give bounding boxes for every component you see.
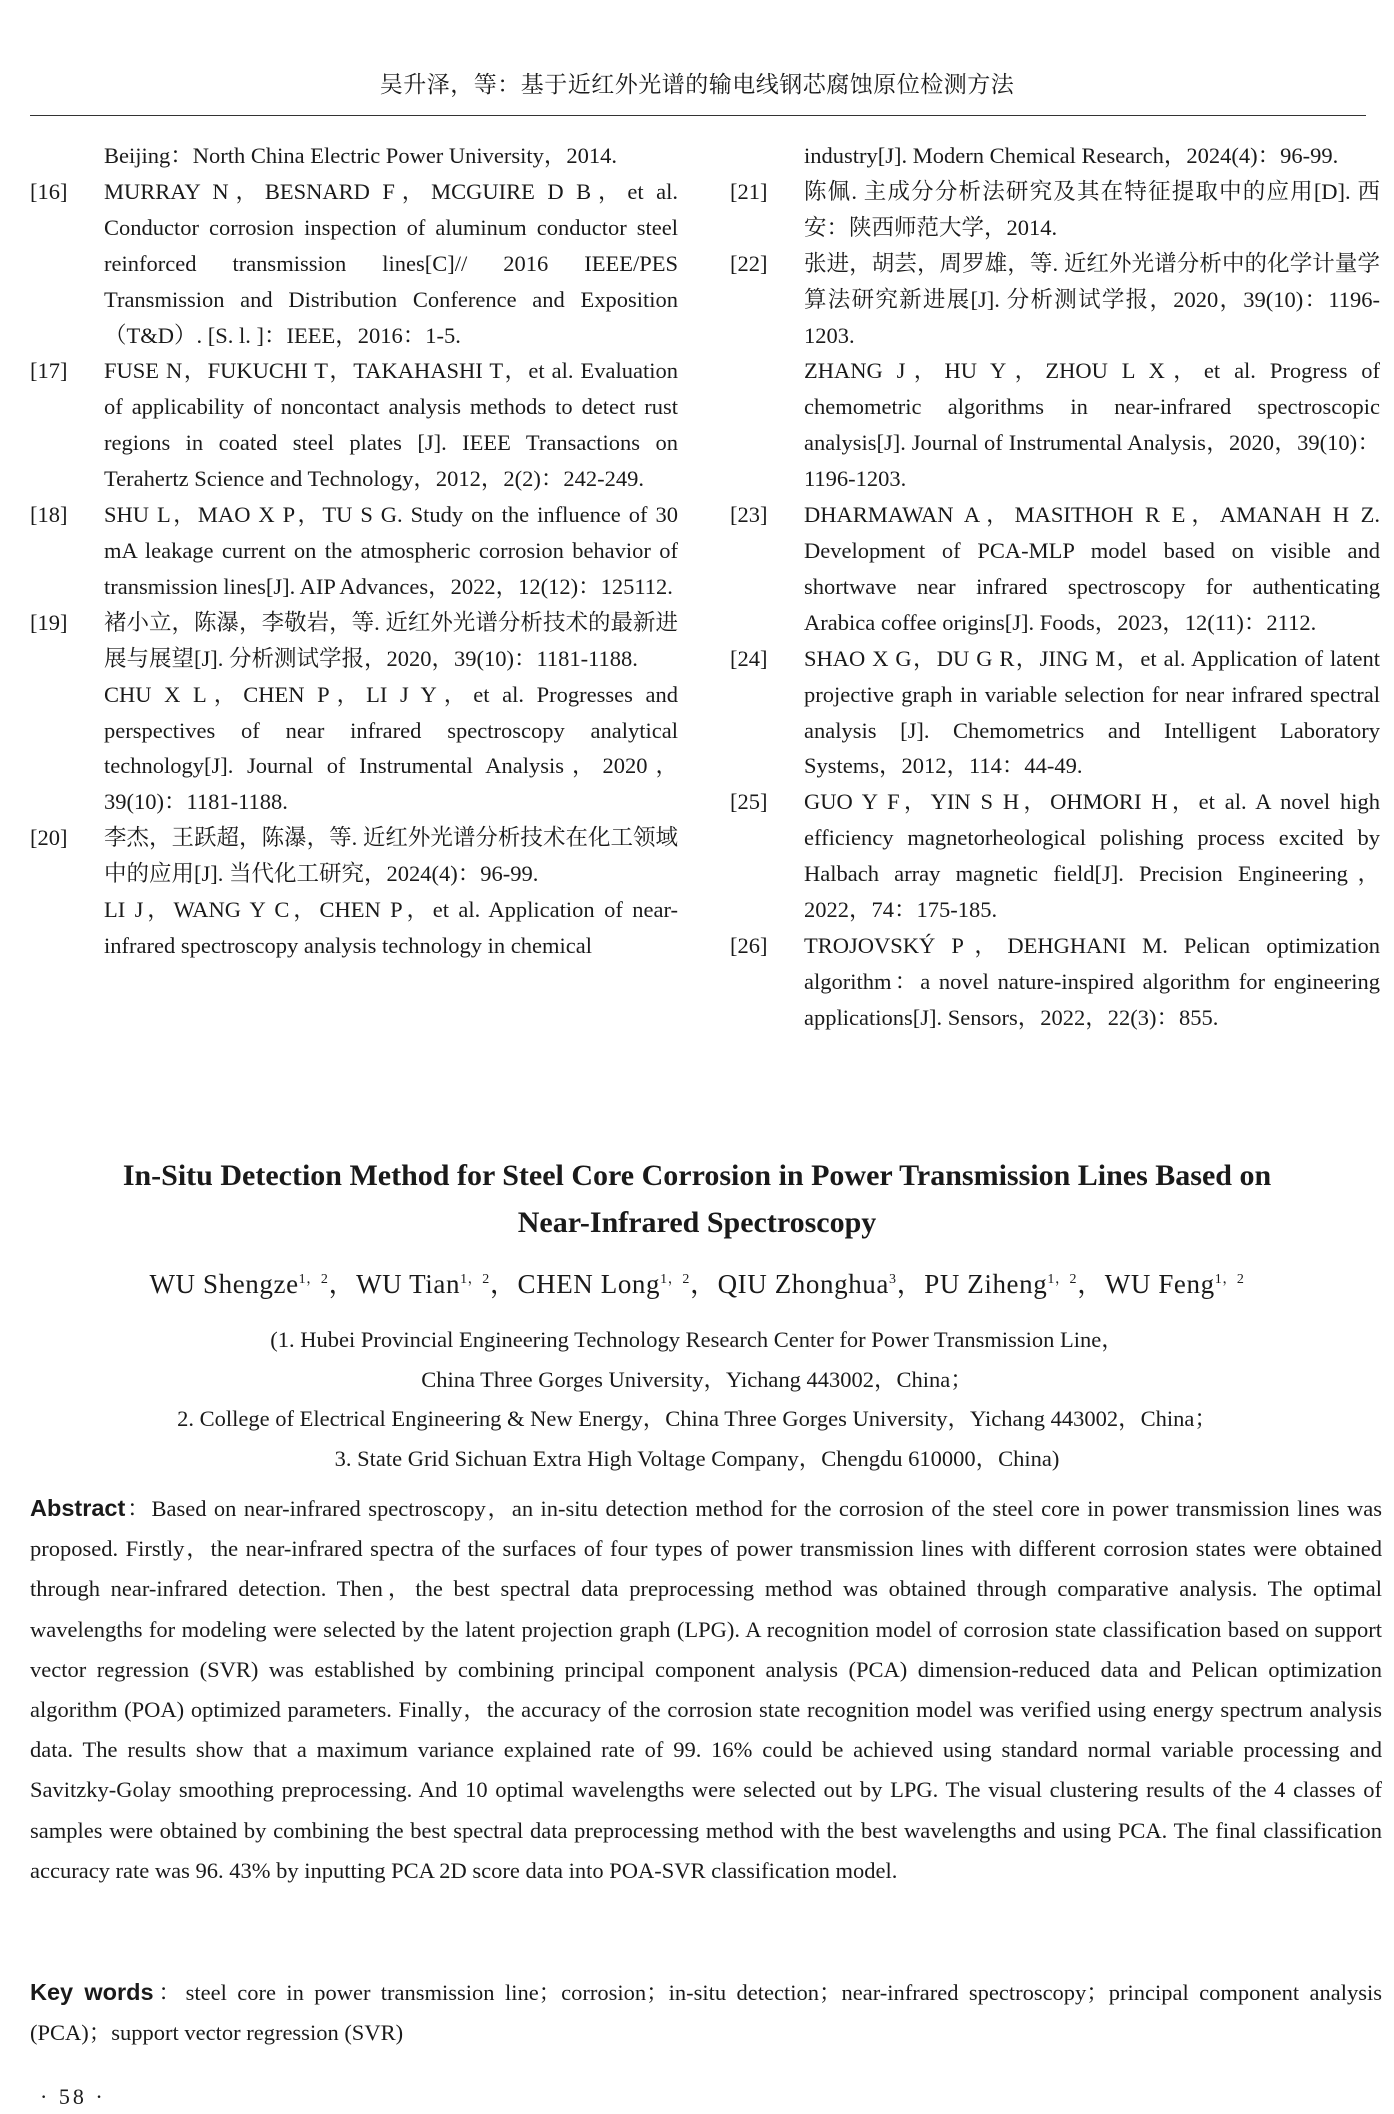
references-left-column bbox=[30, 138, 678, 964]
english-title-line: In-Situ Detection Method for Steel Core Corrosion in Power Transmission Lines Based on bbox=[122, 1159, 1272, 1192]
reference-text: 张进，胡芸，周罗雄，等. 近红外光谱分析中的化学计量学算法研究新进展[J]. 分析测试学报，2020，39(10)：1196-1203. bbox=[804, 250, 1380, 348]
author bbox=[718, 1269, 897, 1299]
page-number: · 58 · bbox=[40, 2084, 106, 2109]
reference-number: [21] bbox=[730, 178, 768, 204]
author bbox=[356, 1269, 490, 1299]
reference-number: [26] bbox=[730, 932, 768, 958]
author-list bbox=[0, 1262, 1394, 1301]
affiliation-line: 2. College of Electrical Engineering & New Energy，China Three Gorges University，Yichang 443002，China； bbox=[177, 1406, 1217, 1431]
author bbox=[1105, 1269, 1245, 1299]
abstract bbox=[30, 1488, 1382, 1891]
author bbox=[924, 1269, 1077, 1299]
affiliation-line: (1. Hubei Provincial Engineering Technology Research Center for Power Transmission Line， bbox=[270, 1327, 1124, 1352]
reference-item bbox=[30, 820, 678, 964]
reference-number: [20] bbox=[30, 825, 68, 851]
author-separator: ， bbox=[328, 1269, 357, 1299]
reference-number: [18] bbox=[30, 502, 68, 528]
author-name: PU Ziheng bbox=[924, 1269, 1048, 1299]
affiliation-line: China Three Gorges University，Yichang 443002，China； bbox=[421, 1366, 973, 1392]
author bbox=[517, 1269, 689, 1299]
reference-text: DHARMAWAN A，MASITHOH R E，AMANAH H Z. Development of PCA-MLP model based on visible and shortwave near infrared spectroscopy for authenticating Arabica coffee origins[J]. Foods，2023，12(11)：2112. bbox=[804, 502, 1380, 635]
author-affiliation-mark: 1，2 bbox=[460, 1272, 490, 1287]
affiliations bbox=[0, 1320, 1394, 1478]
reference-text: SHAO X G，DU G R，JING M，et al. Application of latent projective graph in variable selection for near infrared spectral analysis [J]. Chemometrics and Intelligent Laboratory Systems，2012，114：44-49. bbox=[804, 645, 1380, 779]
reference-text: TROJOVSKÝ P，DEHGHANI M. Pelican optimization algorithm：a novel nature-inspired algorithm for engineering applications[J]. Sensors，2022，22(3)：855. bbox=[804, 932, 1380, 1030]
reference-number: [25] bbox=[730, 789, 768, 815]
reference-text: GUO Y F，YIN S H，OHMORI H，et al. A novel high efficiency magnetorheological polishing process excited by Halbach array magnetic field[J]. Precision Engineering，2022，74：175-185. bbox=[804, 789, 1380, 923]
reference-text: Beijing：North China Electric Power University，2014. bbox=[104, 143, 618, 168]
reference-item bbox=[730, 641, 1380, 785]
author-separator: ， bbox=[896, 1269, 925, 1299]
keywords bbox=[30, 1972, 1382, 2053]
keywords-text: ：steel core in power transmission line；corrosion；in-situ detection；near-infrared spectroscopy；principal component analysis (PCA)；support vector regression (SVR) bbox=[30, 1980, 1382, 2045]
reference-item bbox=[730, 174, 1380, 246]
author-name: WU Feng bbox=[1104, 1269, 1215, 1299]
reference-item bbox=[730, 497, 1380, 641]
reference-item bbox=[30, 605, 678, 820]
reference-item bbox=[730, 138, 1380, 174]
reference-text: 陈佩. 主成分分析法研究及其在特征提取中的应用[D]. 西安：陕西师范大学，2014. bbox=[804, 178, 1380, 240]
reference-text: 褚小立，陈瀑，李敬岩，等. 近红外光谱分析技术的最新进展与展望[J]. 分析测试学报，2020，39(10)：1181-1188. bbox=[104, 609, 678, 671]
author-name: WU Shengze bbox=[149, 1269, 299, 1299]
reference-text: 李杰，王跃超，陈瀑，等. 近红外光谱分析技术在化工领域中的应用[J]. 当代化工研究，2024(4)：96-99. bbox=[104, 825, 678, 887]
reference-item bbox=[30, 353, 678, 497]
reference-number: [17] bbox=[30, 358, 68, 384]
reference-english-translation: ZHANG J，HU Y，ZHOU L X，et al. Progress of chemometric algorithms in near-infrared spectroscopic analysis[J]. Journal of Instrumental Analysis，2020，39(10)：1196-1203. bbox=[804, 358, 1380, 492]
reference-text: industry[J]. Modern Chemical Research，2024(4)：96-99. bbox=[804, 143, 1339, 168]
reference-number: [19] bbox=[30, 609, 68, 635]
author-affiliation-mark: 3 bbox=[888, 1272, 897, 1287]
reference-item bbox=[30, 174, 678, 354]
author-affiliation-mark: 1，2 bbox=[298, 1272, 329, 1287]
author-name: QIU Zhonghua bbox=[717, 1269, 889, 1299]
reference-number: [23] bbox=[730, 502, 768, 528]
reference-item bbox=[30, 138, 678, 174]
reference-item bbox=[730, 928, 1380, 1036]
references-right-column bbox=[730, 138, 1380, 1036]
reference-english-translation: LI J，WANG Y C，CHEN P，et al. Application of near-infrared spectroscopy analysis technology in chemical bbox=[104, 897, 678, 958]
reference-text: SHU L，MAO X P，TU S G. Study on the influence of 30 mA leakage current on the atmospheric corrosion behavior of transmission lines[J]. AIP Advances，2022，12(12)：125112. bbox=[104, 502, 678, 599]
running-title: 吴升泽，等：基于近红外光谱的输电线钢芯腐蚀原位检测方法 bbox=[379, 72, 1015, 97]
author-affiliation-mark: 1，2 bbox=[660, 1272, 690, 1287]
reference-number: [24] bbox=[730, 645, 768, 671]
author-affiliation-mark: 1，2 bbox=[1047, 1272, 1078, 1287]
affiliation-line: 3. State Grid Sichuan Extra High Voltage Company，Chengdu 610000，China) bbox=[334, 1445, 1060, 1471]
author bbox=[149, 1269, 328, 1299]
reference-text: MURRAY N，BESNARD F，MCGUIRE D B，et al. Conductor corrosion inspection of aluminum conductor steel reinforced transmission lines[C]// 2016 IEEE/PES Transmission and Distribution Conference and Exposition（T&D）. [S. l. ]：IEEE，2016：1-5. bbox=[104, 178, 678, 348]
reference-text: FUSE N，FUKUCHI T，TAKAHASHI T，et al. Evaluation of applicability of noncontact analysis methods to detect rust regions in coated steel plates [J]. IEEE Transactions on Terahertz Science and Technology，2012，2(2)：242-249. bbox=[104, 358, 678, 492]
author-separator: ， bbox=[689, 1269, 718, 1299]
reference-english-translation: CHU X L，CHEN P，LI J Y，et al. Progresses and perspectives of near infrared spectroscopy analytical technology[J]. Journal of Instrumental Analysis，2020，39(10)：1181-1188. bbox=[104, 681, 678, 815]
reference-number: [16] bbox=[30, 178, 68, 204]
author-separator: ， bbox=[489, 1269, 518, 1299]
reference-number: [22] bbox=[730, 250, 768, 276]
author-name: WU Tian bbox=[356, 1269, 461, 1299]
author-affiliation-mark: 1，2 bbox=[1214, 1272, 1245, 1287]
author-separator: ， bbox=[1077, 1269, 1105, 1299]
keywords-label: Key words bbox=[30, 1979, 154, 2005]
reference-item bbox=[730, 784, 1380, 928]
english-title bbox=[40, 1152, 1354, 1246]
abstract-text: ：Based on near-infrared spectroscopy，an in-situ detection method for the corrosion of the steel core in power transmission lines was proposed. Firstly，the near-infrared spectra of the surfaces of four types of power transmission lines with different corrosion states were obtained through near-infrared detection. Then，the best spectral data preprocessing method was obtained through comparative analysis. The optimal wavelengths for modeling were selected by the latent projection graph (LPG). A recognition model of corrosion state classification based on support vector regression (SVR) was established by combining principal component analysis (PCA) dimension-reduced data and Pelican optimization algorithm (POA) optimized parameters. Finally，the accuracy of the corrosion state recognition model was verified using energy spectrum analysis data. The results show that a maximum variance explained rate of 99. 16% could be achieved using standard normal variable processing and Savitzky-Golay smoothing preprocessing. And 10 optimal wavelengths were selected out by LPG. The visual clustering results of the 4 classes of samples were obtained by combining the best spectral data preprocessing method with the best wavelengths and using PCA. The final classification accuracy rate was 96. 43% by inputting PCA 2D score data into POA-SVR classification model. bbox=[30, 1496, 1382, 1883]
abstract-label: Abstract bbox=[30, 1495, 126, 1521]
reference-item bbox=[30, 497, 678, 605]
header-rule bbox=[30, 115, 1366, 116]
author-name: CHEN Long bbox=[517, 1269, 661, 1299]
reference-item bbox=[730, 246, 1380, 497]
english-title-line: Near-Infrared Spectroscopy bbox=[517, 1206, 877, 1239]
